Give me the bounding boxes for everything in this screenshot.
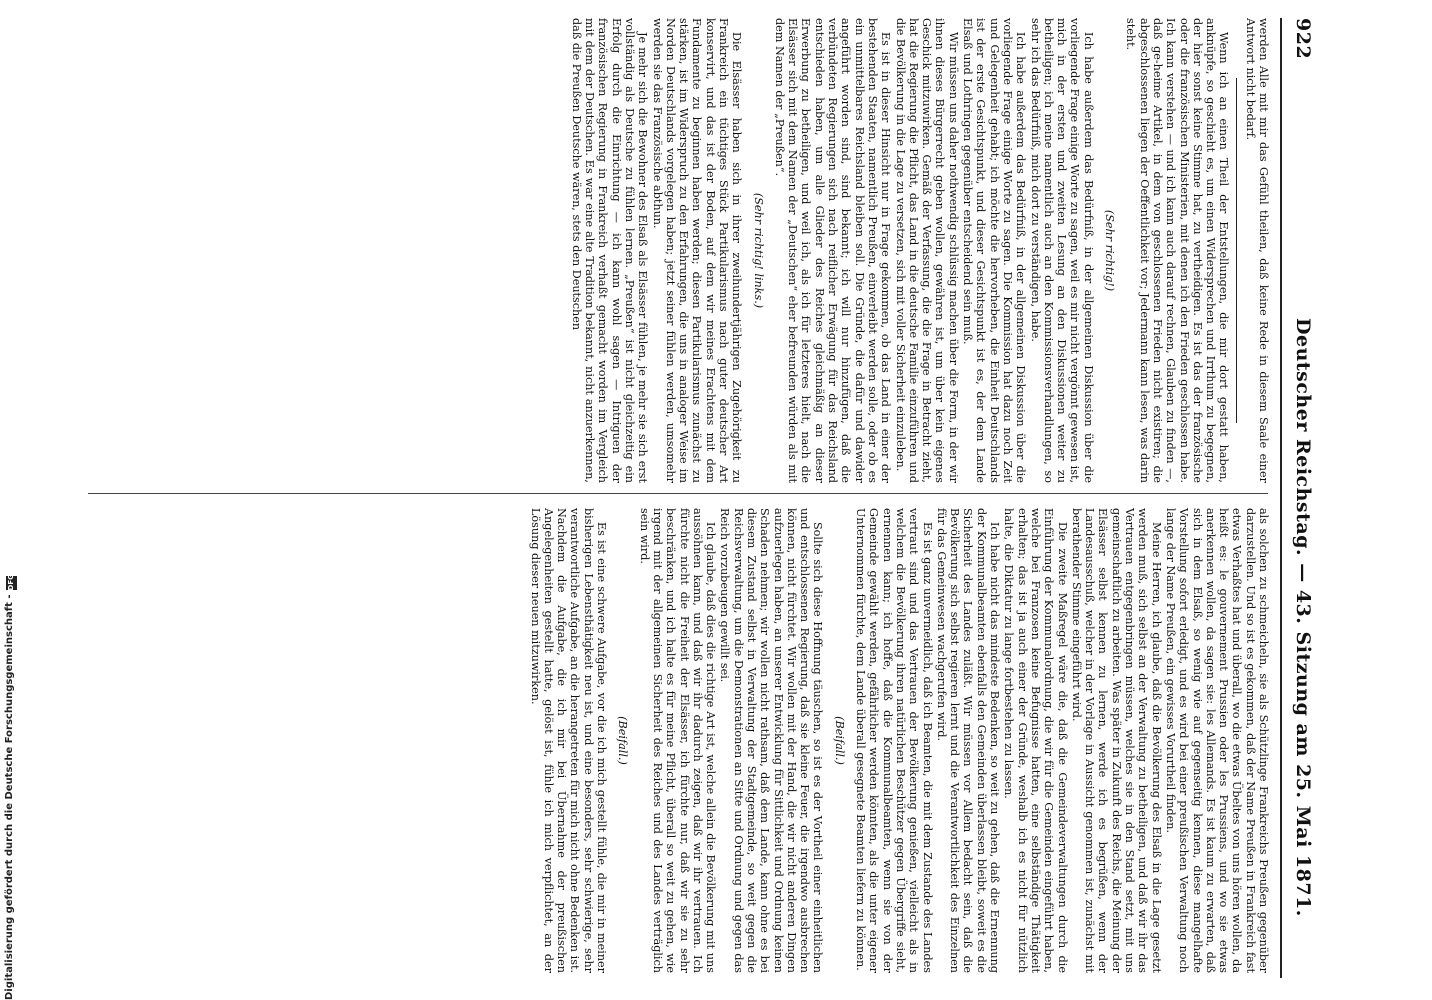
applause-note: (Sehr richtig!)	[1103, 209, 1117, 292]
paragraph: Die Elsässer haben sich in ihrer zweihundertjährigen Zugehörigkeit zu Frankreich ein tüchtiges Stück Partikularismus nach guter deutscher Art konservirt, und das ist der Boden, auf dem wir meines Erachtens mit dem Fundamente zu beginnen haben werden; diesen Partikularismus zunächst zu stärken, ist im Widerspruch zu den Erfahrungen, die uns in analoger Weise im Norden Deutschlands vorgelegen haben; jetzt seiner fühlen werden, umsomehr werden sie das Französische abthun.	[650, 18, 744, 483]
paragraph: Wenn ich an einen Theil der Entstellungen, die mir dort gestatt haben, anknüpfe, so geschieht es, um einen Widersprechen und Irrthum zu begegnen, der hier sonst keine Stimme hat, zu vertheidigen. Es ist das der französische oder die französischen Ministerien, mit denen ich den Frieden geschlossen habe. Ich kann verstehen — und ich kann auch darauf rechnen, Glauben zu finden —, daß ge-heime Artikel, in dem von geschlossenen Frieden nicht existiren; die abgeschlossenen liegen der Oeffentlichkeit vor; Jedermann kann lesen, was darin steht.	[1124, 18, 1231, 483]
paragraph: Es ist ganz unvermeidlich, daß ich Beamten, die mit dem Zustande des Landes vertraut sind und das Vertrauen der Bevölkerung genießen, vielleicht als in welchem die Bevölkerung ihren natürlichen Beschützer gegen Übergriffe sieht, ernennen kann; ich hoffe, daß die Kommunalbeamten, wenn sie von der Gemeinde gewählt werden, gefährlicher werden könnten, als die unter eigener Unternommen fürchte, dem Lande überall gesegnete Beamten liefern zu können.	[854, 508, 934, 973]
right-column	[527, 508, 1270, 973]
left-column	[568, 18, 1270, 483]
paragraph: Je mehr sich die Bewohner des Elsaß als Elsässer fühlen, je mehr sie sich erst vollständig als Deutsche zu fühlen lernen. „Preußen“ ist nicht gleichzeitig ein Erfolg durch die Einrichtung — ich kann wohl sagen — Intriguen der französischen Regierung in Frankreich verhaßt gemacht worden im Vergleich mit dem der Deutschen. Es war eine alte Tradition bekannt, nicht anzuerkennen, daß die Preußen Deutsche wären, stets den Deutschen	[569, 18, 650, 483]
page-header	[1280, 18, 1320, 978]
column-divider	[88, 493, 1268, 494]
paragraph: Meine Herren, ich glaube, daß die Bevölkerung des Elsaß in die Lage gesetzt werden muß, sich selbst an der Verwaltung zu betheiligen, und daß wir ihr das Vertrauen entgegenbringen müssen, welches sie in den Stand setzt, mit uns gemeinschaftlich zu arbeiten. Was später in Zukunft des Reichs, die Meinung der Elsässer selbst kennen zu lernen, werde ich es begrüßen, wenn der Landesausschuß, welcher in der Vorlage in Aussicht genommen ist, zunächst mit berathender Stimme eingeführt wird.	[1069, 508, 1163, 973]
applause-note: (Beifall.)	[616, 716, 630, 765]
page-number: 922	[1292, 18, 1314, 60]
section-rule	[1236, 78, 1237, 423]
header-rule	[1280, 18, 1282, 978]
paragraph: Es ist in dieser Hinsicht nur in Frage gekommen, ob das Land in einer der bestehenden Staaten, namentlich Preußen, einverleibt werden solle, oder ob es ein unmittelbares Reichsland bleiben soll. Die Gründe, die dafür und dawider angeführt worden sind, sind bekannt; ich will nur hinzufügen, daß die verbündeten Regierungen sich nach reiflicher Erwägung für das Reichsland entschieden haben, um alle Glieder des Reiches gleichmäßig an dieser Erwerbung zu betheiligen, und weil ich, als ich für letzteres hielt, nach die Elsässer sich mit dem Namen der „Deutschen“ eher befreunden würden als mit dem Namen der „Preußen“.	[772, 18, 893, 483]
footer-text: Digitalisierung gefördert durch die Deutsche Forschungsgemeinschaft -	[4, 594, 15, 1000]
paragraph: Ich glaube, daß dies die richtige Art ist, welche allein die Bevölkerung mit uns aussöhnen kann, und daß wir ihr dadurch zeigen, daß wir ihr vertrauen. Ich fürchte nicht die Freiheit der Elsässer, ich fürchte nur, daß wir sie zu sehr beschränken, und ich halte es für meine Pflicht, überall so weit zu gehen, wie irgend mit der allgemeinen Sicherheit des Reiches und des Landes verträglich sein wird.	[637, 508, 718, 973]
dfg-logo-icon: DFG	[7, 574, 15, 591]
paragraph: Sollte sich diese Hoffnung täuschen, so ist es der Vortheil einer einheitlichen und entschlossenen Regierung, daß sie kleine Feuer, die irgendwo ausbrechen können, nicht fürchtet. Wir wollen mit der Hand, die wir nicht anderen Dingen aufzuerlegen haben, an unserer Entwicklung für Sittlichkeit und Ordnung keinen Schaden nehmen; wir wollen nicht rathsam, daß dem Lande, kann ohne es bei diesem Zustand selbst in Verwaltung der Stadtgemeinde, so weit gegen die Reichsverwaltung, um die Demonstrationen an Sitte und Ordnung und gegen das Reich vorzubeugen gewillt sei.	[718, 508, 825, 973]
paragraph: Ich habe außerdem das Bedürfniß, in der allgemeinen Diskussion über die vorliegende Frage einige Worte zu sagen. Die Kommission hat dazu noch Zeit und Gelegenheit gehabt; ich möchte die hervorheben, die Einheit Deutschlands ist der erste Gesichtspunkt, und dieser Gesichtspunkt ist es, der dem Lande Elsaß und Lothringen gegenüber entscheidend sein muß.	[961, 18, 1028, 483]
paragraph: Ich habe außerdem das Bedürfniß, in der allgemeinen Diskussion über die vorliegende Frage einige Worte zu sagen, weil es mir nicht vergönnt gewesen ist, mich in der ersten und zweiten Lesung an den Diskussionen weiter zu betheiligen; ich meine namentlich auch an den Kommissionsverhandlungen, so sehr ich das Bedürfniß, mich dort zu verständigen, habe.	[1028, 18, 1095, 483]
paragraph: Ich habe nicht das mindeste Bedenken, so weit zu gehen, daß die Ernennung der Kommunalbeamten ebenfalls den Gemeinden überlassen bleibt, soweit es die Sicherheit des Landes zuläßt. Wir müssen vor Allem bedacht sein, daß die Bevölkerung sich selbst regieren lernt und die Verantwortlichkeit des Einzelnen für das Gemeinwesen wachgerufen wird.	[934, 508, 1002, 973]
applause-note: (Sehr richtig! links.)	[751, 192, 765, 309]
paragraph: Wir müssen uns daher nothwendig schlüssig machen über die Form, in der wir ihnen dieses Bürgerrecht geben wollen, gewähren ist, um über kein eigenes Geschick mitzuwirken. Gemäß der Verfassung, die die Frage in Betracht zieht, hat die Regierung die Pflicht, das Land in die deutsche Familie einzuführen und die Bevölkerung in die Lage zu versetzen, sich mit voller Sicherheit einzuleben.	[893, 18, 960, 483]
digitization-footer	[4, 0, 20, 1000]
running-title: Deutscher Reichstag. — 43. Sitzung am 25. Mai 1871.	[1292, 318, 1314, 917]
paragraph: werden Alle mit mir das Gefühl theilen, daß keine Rede in diesem Saale einer Antwort nicht bedarf.	[1243, 18, 1270, 483]
paragraph: Die zweite Maßregel wäre die, daß die Gemeindeverwaltungen durch die Einführung der Kommunalordnung, die wir für die Gemeinden eingeführt haben, welche bei Franzosen keine Befugnisse hatten, eine selbständige Thätigkeit erhalten; das ist ja auch einer der Gründe, weshalb ich es nicht für nützlich halte, die Diktatur zu lange fortbestehen zu lassen.	[1002, 508, 1069, 973]
rotated-page-content	[80, 18, 1320, 978]
applause-note: (Beifall.)	[832, 716, 846, 765]
paragraph: als solchen zu schmeicheln, sie als Schützlinge Frankreichs Preußen gegenüber darzustellen. Und so ist es gekommen, daß der Name Preußen in Frankreich fast etwas Verhaßtes hat und überall, wo die etwas Übeltes von uns hören wollen, da heißt es: le gouvernement Prussien oder les Prussiens, und wo sie etwas anerkennen wollen, da sagen sie: les Allemands. Es ist kaum zu erwarten, daß sich in dem Elsaß, so wenig wie auf gegenseitig kennen, diese mangelhafte Vorstellung sofort erledigt, und es wird bei einer preußischen Verwaltung noch lange der Name Preußen, ein gewisses Vorurtheil finden.	[1163, 508, 1270, 973]
paragraph: Es ist eine schwere Aufgabe, vor die ich mich gestellt fühle, die mir in meiner bisherigen Lebensthätigkeit neu ist, und eine besonders, sehr schwierige, sehr verantwortliche Aufgabe, an die herangetreten für mich nicht ohne Bedenken ist. Nachdem die Aufgabe, die ich mir bei Übernahme der preußischen Angelegenheiten gestellt hatte, gelöst ist, fühle ich mich verpflichtet, an der Lösung dieser neuen mitzuwirken.	[528, 508, 609, 973]
